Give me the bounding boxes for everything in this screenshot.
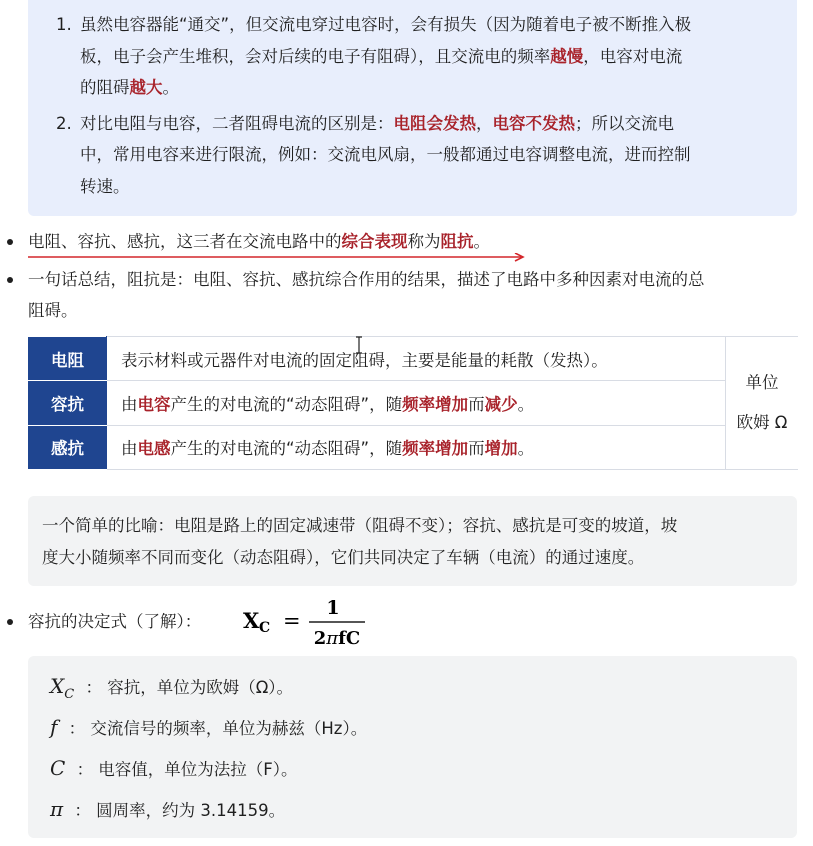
text-run: ，电容对电流 [583,46,683,66]
math-symbol: $X_C$ [50,674,75,702]
text-run: 而 [468,439,485,459]
text-run: 。 [473,232,490,251]
highlight-text: 频率增加 [402,394,469,414]
text-run: 产生的对电流的“动态阻碍”，随 [170,394,403,414]
text-line [80,9,767,41]
impedance-table [28,336,798,470]
formula-lhs-sub: C [259,620,271,636]
callout-ordered-list [56,9,767,202]
highlight-text: 综合表现 [341,232,408,251]
highlight-text: 增加 [484,439,518,459]
math-symbol: f [50,715,58,739]
definition-text: ： 圆周率，约为 3.14159。 [74,801,286,820]
text-run: 的阻碍 [80,78,130,97]
math-symbol: C [50,756,66,780]
text-run: 称为 [407,232,441,251]
text-run: 产生的对电流的“动态阻碍”，随 [170,439,403,459]
highlight-text: 电容不发热 [492,113,575,133]
text-run: 。 [517,439,535,459]
text-run: 。 [517,394,535,414]
text-line [80,41,767,73]
formula-lhs: X [243,608,260,633]
unit-value: 欧姆 Ω [736,413,788,432]
row-description [107,425,726,469]
text-run: 中，常用电容来进行限流，例如：交流电风扇，一般都通过电容调整电流，进而控制 [80,145,691,164]
variable-definitions [28,656,797,838]
text-line [80,171,767,203]
capacitive-reactance-formula [243,594,367,652]
highlight-text: 减少 [484,394,518,414]
definition-text: ： 电容值，单位为法拉（F）。 [76,760,298,779]
row-header-capacitive-reactance: 容抗 [29,381,107,425]
text-run: 由 [121,439,138,459]
text-line [80,108,767,140]
summary-line: 一句话总结，阻抗是：电阻、容抗、感抗综合作用的结果，描述了电路中多种因素对电流的总 [28,270,705,289]
text-run: 虽然电容器能“通交”，但交流电穿过电容时，会有损失（因为随着电子被不断推入极 [80,15,692,34]
bullet-impedance-summary [28,264,705,326]
bullet-formula-intro: 容抗的决定式（了解）： [28,606,201,637]
highlight-text: 越大 [129,78,163,97]
summary-line: 阻碍。 [28,301,78,320]
definition-text: ： 交流信号的频率，单位为赫兹（Hz）。 [68,719,368,738]
text-run: 。 [162,78,179,97]
text-line [80,139,767,171]
row-description [107,381,726,425]
list-number: 2. [56,113,72,133]
row-header-inductive-reactance: 感抗 [29,425,107,469]
text-run: 电阻、容抗、感抗，这三者在交流电路中的 [28,232,342,251]
callout-note [28,0,797,216]
unit-label: 单位 [745,373,779,392]
text-run: ；所以交流电 [575,113,674,133]
highlight-text: 越慢 [550,46,584,66]
text-run: 而 [468,394,485,414]
table-row [29,381,799,425]
highlight-text: 电阻会发热 [393,113,476,133]
list-text [80,108,767,203]
text-run: 由 [121,394,138,414]
table-row [29,425,799,469]
row-header-resistance: 电阻 [29,337,107,381]
text-run: 对比电阻与电容，二者阻碍电流的区别是： [80,113,394,133]
math-symbol: π [50,797,64,821]
definition-row [50,753,298,783]
list-number: 1. [56,15,72,34]
list-item [56,108,767,203]
formula-numerator: 1 [326,597,340,619]
highlight-text: 电感 [137,439,171,459]
highlight-text: 频率增加 [402,439,469,459]
table-row [29,337,799,381]
text-run: 转速。 [80,176,130,196]
definition-row [50,712,367,742]
analogy-line: 一个简单的比喻：电阻是路上的固定减速带（阻碍不变）；容抗、感抗是可变的坡道，坡 [42,516,678,535]
text-run: 板，电子会产生堆积，会对后续的电子有阻碍），且交流电的频率 [80,46,551,66]
analogy-line: 度大小随频率不同而变化（动态阻碍），它们共同决定了车辆（电流）的通过速度。 [42,547,645,567]
formula-equals: = [283,609,301,633]
formula-denominator: 2πfC [313,628,361,649]
text-run: ， [476,113,493,133]
text-cursor-icon [354,336,364,354]
definition-text: ： 容抗，单位为欧姆（Ω）。 [85,678,294,697]
list-item [56,9,767,104]
list-text [80,9,767,104]
highlight-text: 电容 [137,394,171,414]
analogy-callout [28,496,797,586]
definition-row [50,671,293,701]
definition-row [50,794,285,824]
text-line [80,72,767,104]
unit-cell [726,337,799,470]
row-description [107,337,726,381]
text-run: 表示材料或元器件对电流的固定阻碍，主要是能量的耗散（发热）。 [121,350,608,370]
highlight-text: 阻抗 [440,232,474,251]
